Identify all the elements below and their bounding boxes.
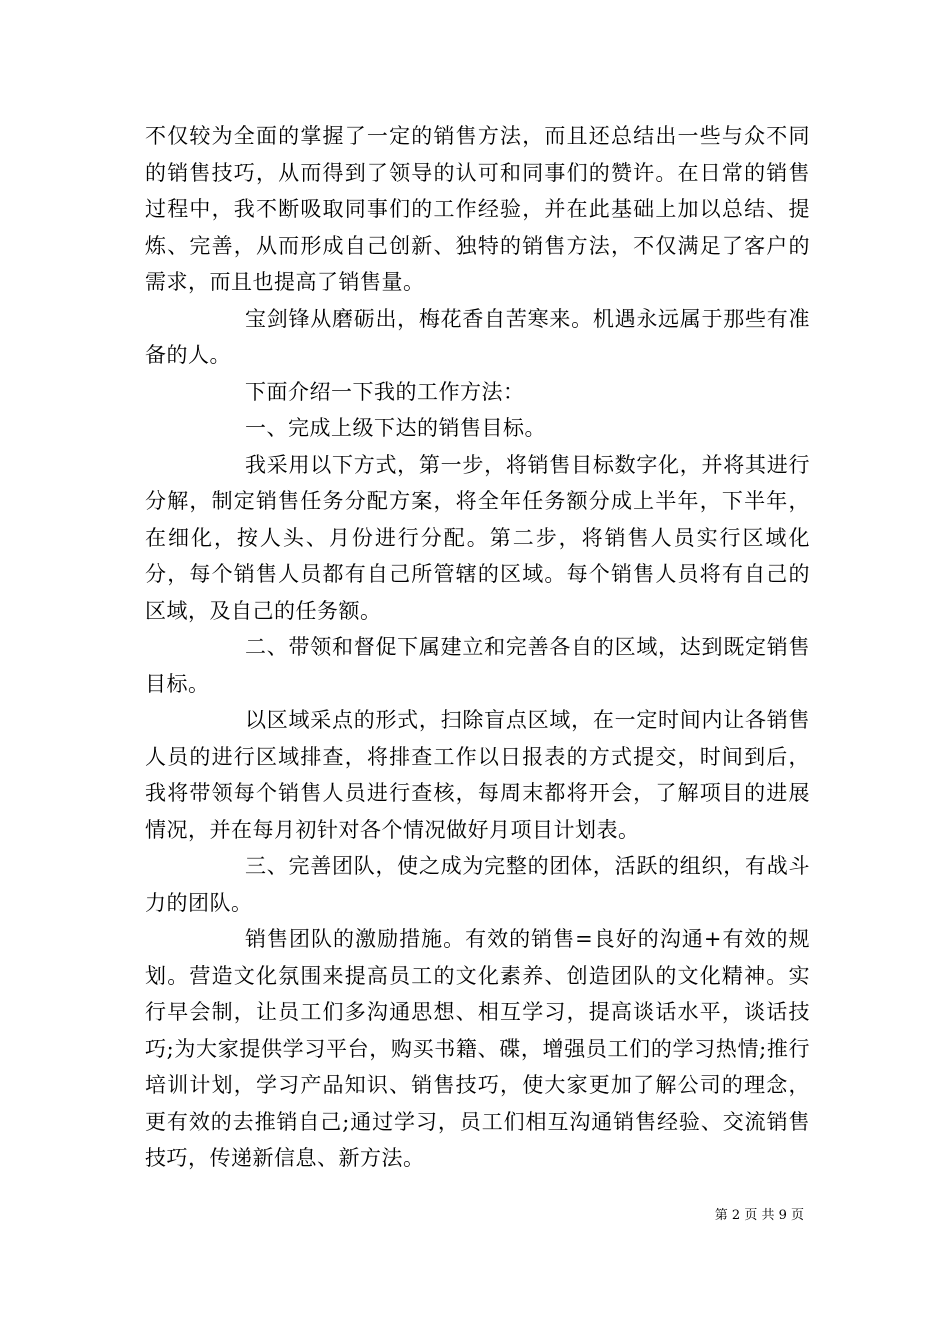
section-heading-1: 一、完成上级下达的销售目标。 <box>245 416 546 440</box>
paragraph-3: 下面介绍一下我的工作方法： <box>245 379 525 404</box>
paragraph-7: 以区域采点的形式，扫除盲点区域，在一定时间内让各销售人员的进行区域排查，将排查工作以日报表的方式提交，时间到后，我将带领每个销售人员进行查核，每周末都将开会，了解项目的进展情况，并在每月初针对各个情况做好月项目计划表。 <box>145 708 810 842</box>
document-body <box>145 118 810 1177</box>
paragraph-5: 我采用以下方式，第一步，将销售目标数字化，并将其进行分解，制定销售任务分配方案，将全年任务额分成上半年，下半年，在细化，按人头、月份进行分配。第二步，将销售人员实行区域化分，每个销售人员都有自己所管辖的区域。每个销售人员将有自己的区域，及自己的任务额。 <box>145 452 810 623</box>
section-heading-2: 二、带领和督促下属建立和完善各自的区域，达到既定销售目标。 <box>145 635 810 696</box>
page-number: 第 2 页 共 9 页 <box>714 1208 804 1223</box>
paragraph-1: 不仅较为全面的掌握了一定的销售方法，而且还总结出一些与众不同的销售技巧，从而得到了领导的认可和同事们的赞许。在日常的销售过程中，我不断吸取同事们的工作经验，并在此基础上加以总结、提炼、完善，从而形成自己创新、独特的销售方法，不仅满足了客户的需求，而且也提高了销售量。 <box>145 124 810 294</box>
paragraph-9: 销售团队的激励措施。有效的销售=良好的沟通+有效的规划。营造文化氛围来提高员工的文化素养、创造团队的文化精神。实行早会制，让员工们多沟通思想、相互学习，提高谈话水平，谈话技巧;为大家提供学习平台，购买书籍、碟，增强员工们的学习热情;推行培训计划，学习产品知识、销售技巧，使大家更加了解公司的理念，更有效的去推销自己;通过学习，员工们相互沟通销售经验、交流销售技巧，传递新信息、新方法。 <box>145 927 810 1170</box>
section-heading-3: 三、完善团队，使之成为完整的团体，活跃的组织，有战斗力的团队。 <box>145 854 810 915</box>
paragraph-2: 宝剑锋从磨砺出，梅花香自苦寒来。机遇永远属于那些有准备的人。 <box>145 306 810 367</box>
